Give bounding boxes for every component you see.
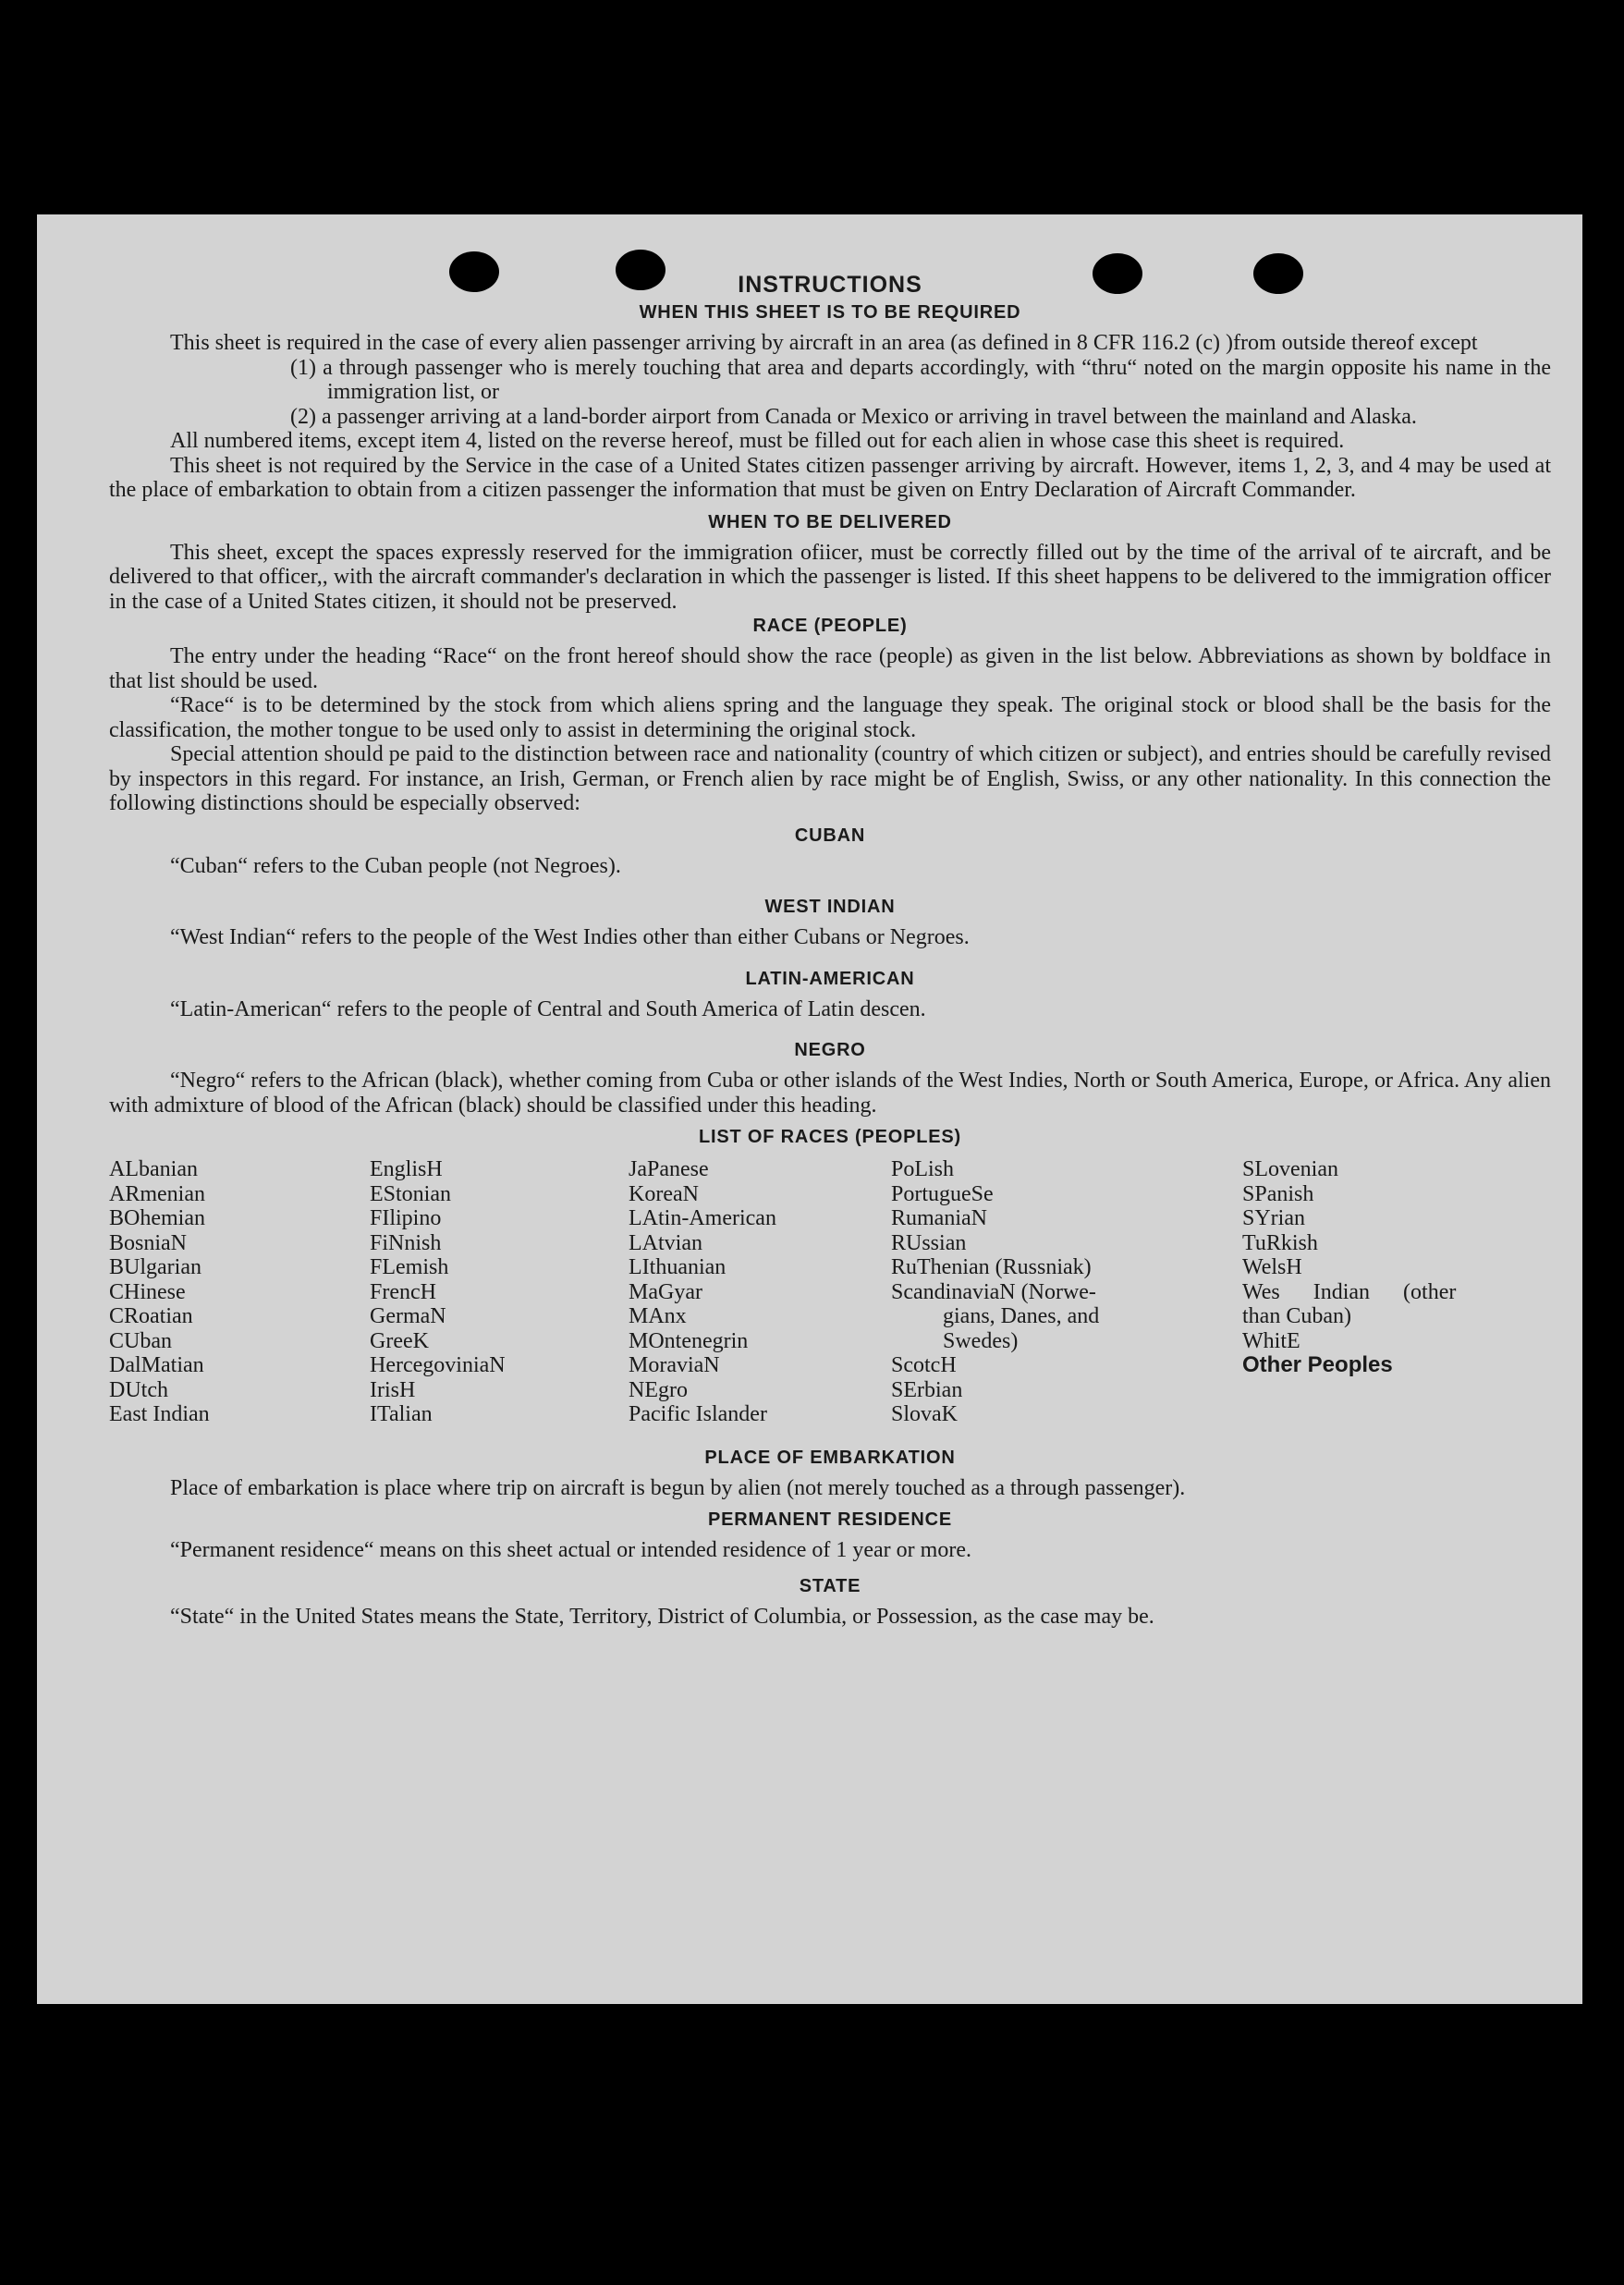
race-entry: CUban xyxy=(109,1328,172,1353)
races-column-2 xyxy=(370,1157,629,1427)
race-entry: DUtch xyxy=(109,1377,168,1402)
heading-permanent-residence: PERMANENT RESIDENCE xyxy=(707,1509,953,1530)
sheet-content xyxy=(109,272,1551,1629)
paragraph: “Cuban“ refers to the Cuban people (not Negroes). xyxy=(170,853,621,878)
race-entry: PoLish xyxy=(891,1157,955,1181)
race-entry: SErbian xyxy=(891,1377,963,1402)
race-entry: TuRkish xyxy=(1242,1230,1318,1255)
paragraph: “West Indian“ refers to the people of the West Indies other than either Cubans or Negroes. xyxy=(170,925,970,949)
race-entry: HercegoviniaN xyxy=(370,1353,506,1377)
race-entry: IrisH xyxy=(370,1377,416,1402)
heading-list-of-races: LIST OF RACES (PEOPLES) xyxy=(699,1127,961,1147)
heading-state: STATE xyxy=(799,1575,861,1596)
paragraph: The entry under the heading “Race“ on the front hereof should show the race (people) as given in the list below. Abbreviations as shown by boldface in that list should be used. xyxy=(109,644,1551,693)
race-entry: DalMatian xyxy=(109,1353,204,1377)
list-item: (1) a through passenger who is merely touching that area and departs accordingly, with “thru“ noted on the margin opposite his name in the immigration list, or xyxy=(290,355,1551,404)
heading-west-indian: WEST INDIAN xyxy=(764,897,896,917)
paragraph: This sheet is not required by the Service in the case of a United States citizen passenger arriving by aircraft. However, items 1, 2, 3, and 4 may be used at the place of embarkation to obtain from a citizen passenger the information that must be given on Entry Declaration of Aircraft Commander. xyxy=(109,453,1551,502)
race-entry: ALbanian xyxy=(109,1157,198,1181)
race-entry: BosniaN xyxy=(109,1230,187,1255)
race-entry: MaGyar xyxy=(629,1279,702,1304)
races-column-5 xyxy=(1242,1157,1520,1427)
race-entry: BUlgarian xyxy=(109,1255,201,1279)
race-entry: ARmenian xyxy=(109,1181,205,1206)
race-entry-continued: gians, Danes, and xyxy=(943,1304,1100,1328)
race-entry: FrencH xyxy=(370,1279,436,1304)
paragraph: “State“ in the United States means the State, Territory, District of Columbia, or Possession, as the case may be. xyxy=(170,1604,1154,1629)
heading-race: RACE (PEOPLE) xyxy=(752,616,908,636)
race-entry: LIthuanian xyxy=(629,1255,727,1279)
paragraph: All numbered items, except item 4, listed on the reverse hereof, must be filled out for each alien in whose case this sheet is required. xyxy=(170,429,1345,453)
instructions-title: INSTRUCTIONS xyxy=(738,272,922,298)
race-entry-continued: Swedes) xyxy=(943,1328,1019,1353)
race-entry: WelsH xyxy=(1242,1255,1302,1279)
list-item: (2) a passenger arriving at a land-border airport from Canada or Mexico or arriving in travel between the mainland and Alaska. xyxy=(290,404,1417,429)
paragraph: Special attention should pe paid to the distinction between race and nationality (country of which citizen or subject), and entries should be carefully revised by inspectors in this regard. For instance, an Irish, German, or French alien by race might be of English, Swiss, or any other nationality. In this connection the following distinctions should be especially observed: xyxy=(109,742,1551,815)
race-entry: LAtin-American xyxy=(629,1206,776,1230)
races-list xyxy=(109,1157,1551,1427)
race-entry-other-peoples: Other Peoples xyxy=(1242,1352,1393,1377)
paragraph: Place of embarkation is place where trip on aircraft is begun by alien (not merely touched as a through passenger). xyxy=(170,1475,1186,1500)
heading-cuban: CUBAN xyxy=(794,825,866,846)
heading-place-of-embarkation: PLACE OF EMBARKATION xyxy=(704,1447,956,1468)
race-entry: LAtvian xyxy=(629,1230,702,1255)
race-entry: SPanish xyxy=(1242,1181,1314,1206)
race-entry: JaPanese xyxy=(629,1157,709,1181)
race-entry: East Indian xyxy=(109,1402,210,1426)
instruction-sheet xyxy=(37,214,1582,2004)
races-column-3 xyxy=(629,1157,891,1427)
race-entry: FIlipino xyxy=(370,1206,442,1230)
race-entry: ScotcH xyxy=(891,1353,957,1377)
race-entry: MAnx xyxy=(629,1304,687,1328)
race-entry: EStonian xyxy=(370,1181,451,1206)
race-entry: EnglisH xyxy=(370,1157,443,1181)
heading-negro: NEGRO xyxy=(794,1040,866,1060)
race-entry: Wes Indian (other xyxy=(1242,1279,1457,1304)
race-entry: ScandinaviaN (Norwe- xyxy=(891,1279,1096,1304)
race-entry: RuThenian (Russniak) xyxy=(891,1255,1092,1279)
races-column-4 xyxy=(891,1157,1242,1427)
race-entry: GreeK xyxy=(370,1328,429,1353)
paragraph: “Negro“ refers to the African (black), whether coming from Cuba or other islands of the West Indies, North or South America, Europe, or Africa. Any alien with admixture of blood of the African (black) should be classified under this heading. xyxy=(109,1069,1551,1118)
race-entry: Pacific Islander xyxy=(629,1402,767,1426)
heading-when-required: WHEN THIS SHEET IS TO BE REQUIRED xyxy=(639,302,1021,323)
race-entry: RUssian xyxy=(891,1230,967,1255)
race-entry: SLovenian xyxy=(1242,1157,1338,1181)
race-entry: FLemish xyxy=(370,1255,449,1279)
paragraph: This sheet, except the spaces expressly reserved for the immigration ofiicer, must be correctly filled out by the time of the arrival of te aircraft, and be delivered to that officer,, with the aircraft commander's declaration in which the passenger is listed. If this sheet happens to be delivered to the immigration officer in the case of a United States citizen, it should not be preserved. xyxy=(109,540,1551,614)
race-entry: WhitE xyxy=(1242,1328,1300,1353)
race-entry: MoraviaN xyxy=(629,1353,720,1377)
paragraph: “Race“ is to be determined by the stock from which aliens spring and the language they speak. The original stock or blood shall be the basis for the classification, the mother tongue to be used only to assist in determining the original stock. xyxy=(109,693,1551,742)
race-entry: PortugueSe xyxy=(891,1181,994,1206)
races-column-1 xyxy=(109,1157,370,1427)
paragraph: This sheet is required in the case of every alien passenger arriving by aircraft in an area (as defined in 8 CFR 116.2 (c) )from outside thereof except xyxy=(170,331,1478,355)
race-entry: ITalian xyxy=(370,1402,433,1426)
race-entry: KoreaN xyxy=(629,1181,699,1206)
race-entry: NEgro xyxy=(629,1377,688,1402)
race-entry: CHinese xyxy=(109,1279,186,1304)
race-entry: BOhemian xyxy=(109,1206,205,1230)
race-entry: MOntenegrin xyxy=(629,1328,749,1353)
race-entry: SlovaK xyxy=(891,1402,958,1426)
race-entry: RumaniaN xyxy=(891,1206,987,1230)
heading-latin-american: LATIN-AMERICAN xyxy=(745,968,915,989)
paragraph: “Latin-American“ refers to the people of Central and South America of Latin descen. xyxy=(170,996,926,1021)
race-entry: FiNnish xyxy=(370,1230,442,1255)
paragraph: “Permanent residence“ means on this sheet actual or intended residence of 1 year or more. xyxy=(170,1538,971,1562)
race-entry-continued: than Cuban) xyxy=(1242,1304,1351,1328)
heading-when-delivered: WHEN TO BE DELIVERED xyxy=(708,511,952,532)
race-entry: SYrian xyxy=(1242,1206,1305,1230)
race-entry: CRoatian xyxy=(109,1304,193,1328)
race-entry: GermaN xyxy=(370,1304,446,1328)
